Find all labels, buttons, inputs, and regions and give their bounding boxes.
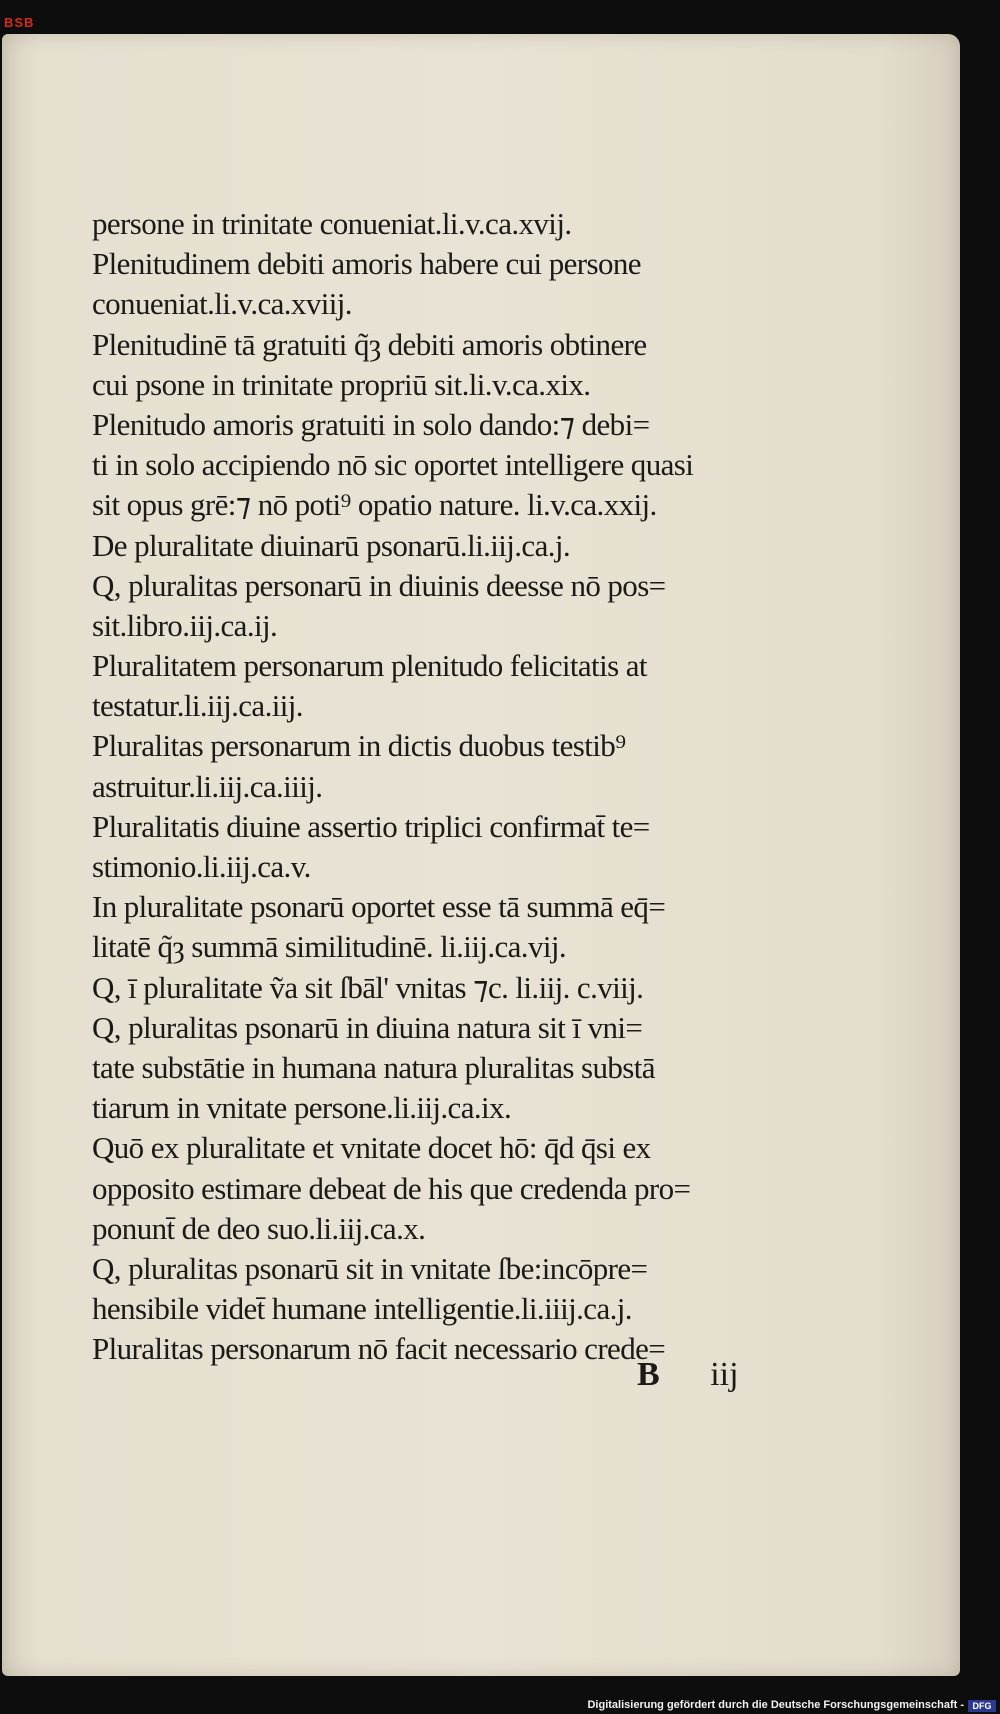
- text-line: hensibile videt̄ humane intelligentie.li.iiij.ca.j.: [92, 1291, 632, 1327]
- text-line: ti in solo accipiendo nō sic oportet intelligere quasi: [92, 447, 694, 483]
- text-line: testatur.li.iij.ca.iij.: [92, 688, 303, 724]
- book-page: [2, 34, 960, 1676]
- text-line: litatē q̃ȝ summā similitudinē. li.iij.ca.vij.: [92, 929, 567, 965]
- text-line: Quō ex pluralitate et vnitate docet hō: q̄d q̄si ex: [92, 1130, 651, 1166]
- text-line: opposito estimare debeat de his que credenda pro=: [92, 1170, 691, 1206]
- text-line: Pluralitas personarum nō facit necessario crede=: [92, 1331, 666, 1367]
- text-line: Plenitudinem debiti amoris habere cui persone: [92, 246, 641, 282]
- library-mark: BSB: [4, 15, 35, 30]
- signature-mark: [637, 1356, 739, 1394]
- text-line: sit.libro.iij.ca.ij.: [92, 607, 278, 643]
- text-line: persone in trinitate conueniat.li.v.ca.xvij.: [92, 206, 572, 241]
- text-line: ponunt̄ de deo suo.li.iij.ca.x.: [92, 1210, 426, 1246]
- text-line: astruitur.li.iij.ca.iiij.: [92, 768, 323, 804]
- text-line: conueniat.li.v.ca.xviij.: [92, 286, 352, 322]
- text-line: Q, pluralitas personarū in diuinis deesse nō pos=: [92, 567, 666, 603]
- text-line: Plenitudinē tā gratuiti q̃ȝ debiti amoris obtinere: [92, 326, 647, 362]
- dfg-logo-text: DFG: [972, 1701, 992, 1711]
- signature-number: iij: [710, 1356, 739, 1393]
- text-line: De pluralitate diuinarū psonarū.li.iij.ca.j.: [92, 527, 571, 563]
- text-line: Pluralitatem personarum plenitudo felicitatis at: [92, 648, 647, 684]
- text-line: Q, ī pluralitate ṽa sit ſbāl' vnitas ⁊c. li.iij. c.viij.: [92, 969, 644, 1005]
- text-line: tiarum in vnitate persone.li.iij.ca.ix.: [92, 1090, 512, 1126]
- text-line: Plenitudo amoris gratuiti in solo dando:⁊ debi=: [92, 406, 650, 442]
- text-line: Pluralitatis diuine assertio triplici confirmat̄ te=: [92, 808, 650, 844]
- dfg-logo: [968, 1700, 996, 1712]
- text-line: stimonio.li.iij.ca.v.: [92, 849, 311, 884]
- text-line: Q, pluralitas psonarū sit in vnitate ſbe:incōpre=: [92, 1250, 648, 1286]
- page-text: [92, 204, 872, 1369]
- text-line: Pluralitas personarum in dictis duobus testib⁹: [92, 728, 626, 764]
- funding-note: Digitalisierung gefördert durch die Deutsche Forschungsgemeinschaft -: [587, 1699, 964, 1711]
- signature-letter: B: [637, 1356, 660, 1393]
- text-line: cui psone in trinitate propriū sit.li.v.ca.xix.: [92, 366, 591, 402]
- text-line: tate substātie in humana natura pluralitas substā: [92, 1049, 655, 1085]
- text-line: sit opus grē:⁊ nō poti⁹ opatio nature. li.v.ca.xxij.: [92, 487, 657, 523]
- text-line: In pluralitate psonarū oportet esse tā summā eq̄=: [92, 889, 666, 925]
- text-line: Q, pluralitas psonarū in diuina natura sit ī vni=: [92, 1009, 643, 1045]
